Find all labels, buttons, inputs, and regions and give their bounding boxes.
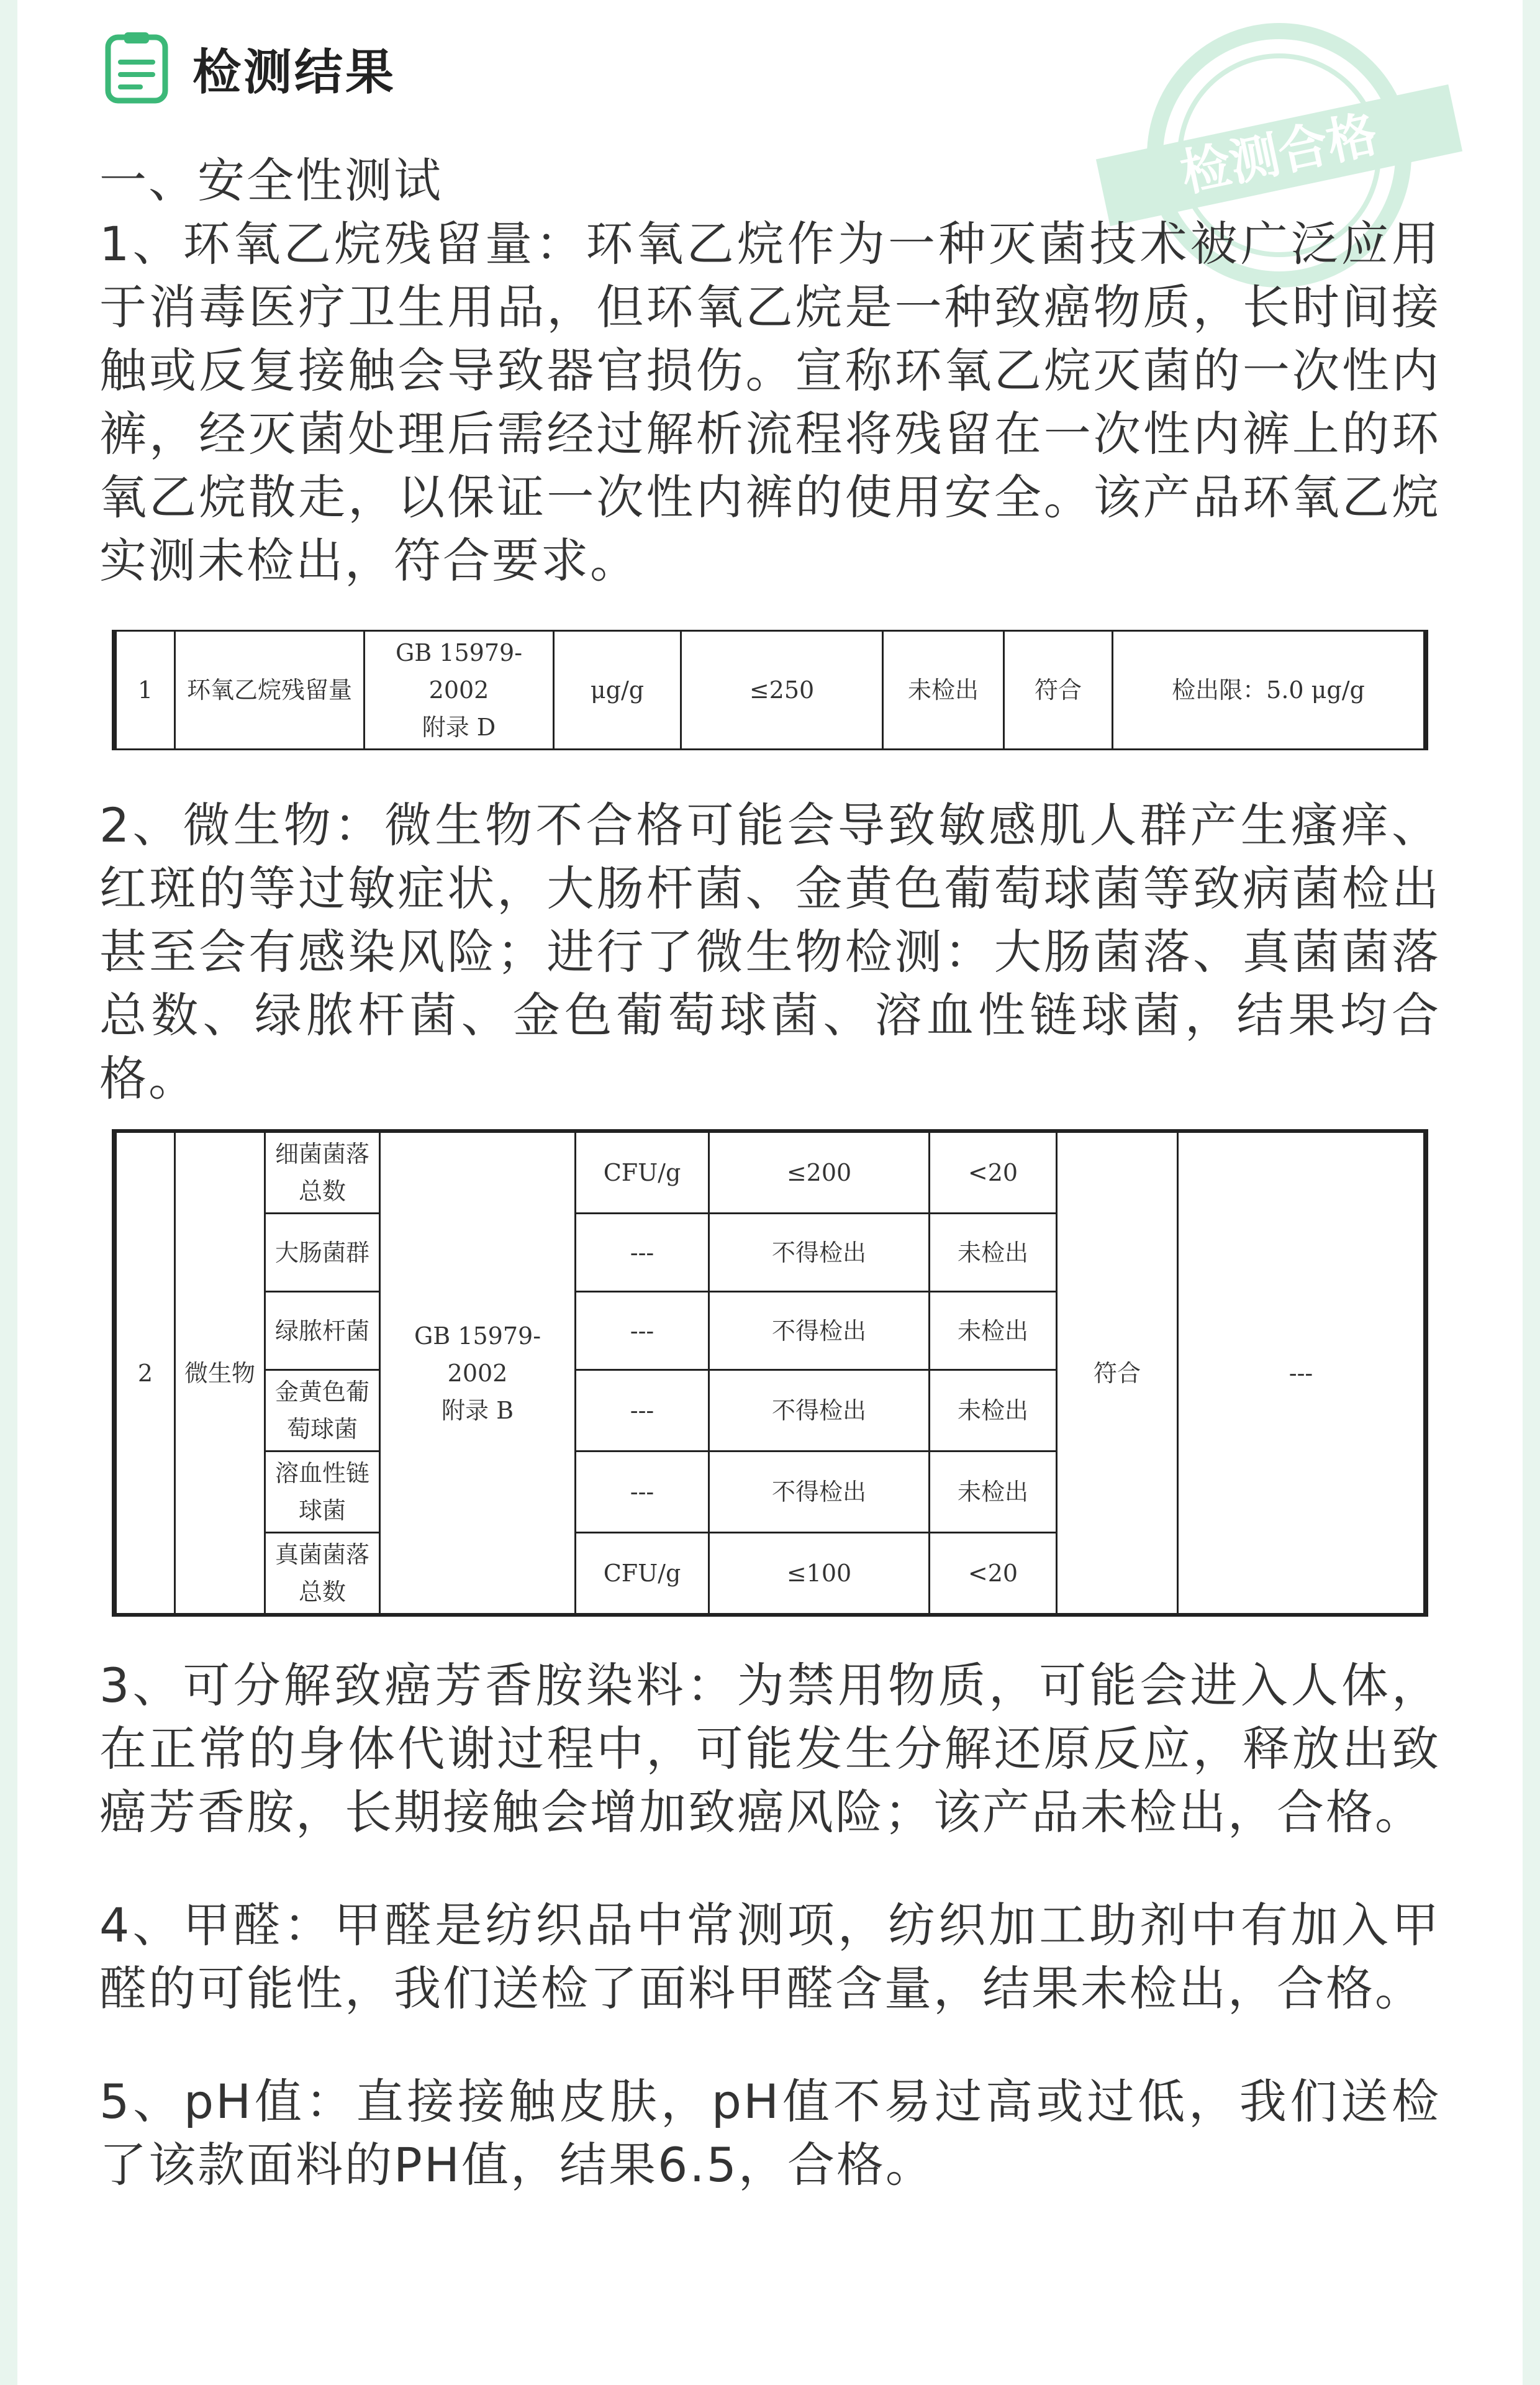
- content: [99, 25, 1441, 2197]
- table-row: [114, 631, 1426, 750]
- section-header: [99, 25, 1441, 112]
- cell-item: 金黄色葡萄球菌: [265, 1370, 380, 1451]
- cell-verdict: 符合: [1004, 631, 1113, 750]
- standard-code: GB 15979-2002: [414, 1322, 541, 1387]
- cell-remark: ---: [1178, 1131, 1426, 1615]
- cell-item: 细菌菌落总数: [265, 1131, 380, 1214]
- paragraph-formaldehyde: 4、甲醛：甲醛是纺织品中常测项，纺织加工助剂中有加入甲醛的可能性，我们送检了面料甲醛含量，结果未检出，合格。: [99, 1897, 1441, 2016]
- cell-result: <20: [930, 1533, 1057, 1615]
- cell-result: <20: [930, 1131, 1057, 1214]
- microbe-table: [112, 1129, 1428, 1617]
- cell-item: 环氧乙烷残留量: [175, 631, 365, 750]
- cell-unit: CFU/g: [576, 1533, 709, 1615]
- ethylene-oxide-table: [112, 630, 1428, 750]
- cell-item: 真菌菌落总数: [265, 1533, 380, 1615]
- cell-remark: 检出限：5.0 μg/g: [1113, 631, 1426, 750]
- cell-result: 未检出: [930, 1214, 1057, 1292]
- cell-limit: 不得检出: [709, 1214, 930, 1292]
- cell-limit: 不得检出: [709, 1451, 930, 1533]
- cell-limit: 不得检出: [709, 1370, 930, 1451]
- cell-standard: [365, 631, 554, 750]
- cell-result: 未检出: [930, 1370, 1057, 1451]
- standard-code: GB 15979-2002: [395, 639, 523, 704]
- table-row: [114, 1131, 1426, 1214]
- cell-item: 绿脓杆菌: [265, 1292, 380, 1370]
- clipboard-icon: [99, 31, 174, 106]
- cell-unit: ---: [576, 1451, 709, 1533]
- standard-appendix: 附录 B: [441, 1396, 514, 1424]
- paragraph-ph: 5、pH值：直接接触皮肤，pH值不易过高或过低，我们送检了该款面料的PH值，结果6.5，合格。: [99, 2074, 1441, 2192]
- cell-standard: [380, 1131, 576, 1615]
- paragraph-microbes: 2、微生物：微生物不合格可能会导致敏感肌人群产生瘙痒、红斑的等过敏症状，大肠杆菌、金黄色葡萄球菌等致病菌检出甚至会有感染风险；进行了微生物检测：大肠菌落、真菌菌落总数、绿脓杆菌、金色葡萄球菌、溶血性链球菌，结果均合格。: [99, 797, 1441, 1106]
- cell-category: 微生物: [175, 1131, 265, 1615]
- paragraph-ethylene-oxide: 1、环氧乙烷残留量：环氧乙烷作为一种灭菌技术被广泛应用于消毒医疗卫生用品，但环氧乙烷是一种致癌物质，长时间接触或反复接触会导致器官损伤。宣称环氧乙烷灭菌的一次性内裤，经灭菌处理后需经过解析流程将残留在一次性内裤上的环氧乙烷散走，以保证一次性内裤的使用安全。该产品环氧乙烷实测未检出，符合要求。: [99, 216, 1441, 588]
- cell-item: 大肠菌群: [265, 1214, 380, 1292]
- cell-verdict: 符合: [1057, 1131, 1178, 1615]
- cell-limit: ≤250: [681, 631, 883, 750]
- cell-unit: ---: [576, 1370, 709, 1451]
- cell-limit: ≤200: [709, 1131, 930, 1214]
- cell-result: 未检出: [930, 1451, 1057, 1533]
- cell-unit: ---: [576, 1214, 709, 1292]
- cell-item: 溶血性链球菌: [265, 1451, 380, 1533]
- cell-result: 未检出: [883, 631, 1004, 750]
- paragraph-aromatic-amines: 3、可分解致癌芳香胺染料：为禁用物质，可能会进入人体，在正常的身体代谢过程中，可能发生分解还原反应，释放出致癌芳香胺，长期接触会增加致癌风险；该产品未检出，合格。: [99, 1658, 1441, 1840]
- cell-limit: ≤100: [709, 1533, 930, 1615]
- section-title: 一、安全性测试: [99, 153, 443, 208]
- standard-appendix: 附录 D: [422, 714, 496, 741]
- cell-no: 2: [114, 1131, 175, 1615]
- svg-text:检测合格: 检测合格: [1175, 104, 1382, 203]
- cell-limit: 不得检出: [709, 1292, 930, 1370]
- cell-unit: ---: [576, 1292, 709, 1370]
- cell-no: 1: [114, 631, 175, 750]
- cell-unit: μg/g: [554, 631, 681, 750]
- cell-unit: CFU/g: [576, 1131, 709, 1214]
- page-title: 检测结果: [192, 45, 397, 101]
- cell-result: 未检出: [930, 1292, 1057, 1370]
